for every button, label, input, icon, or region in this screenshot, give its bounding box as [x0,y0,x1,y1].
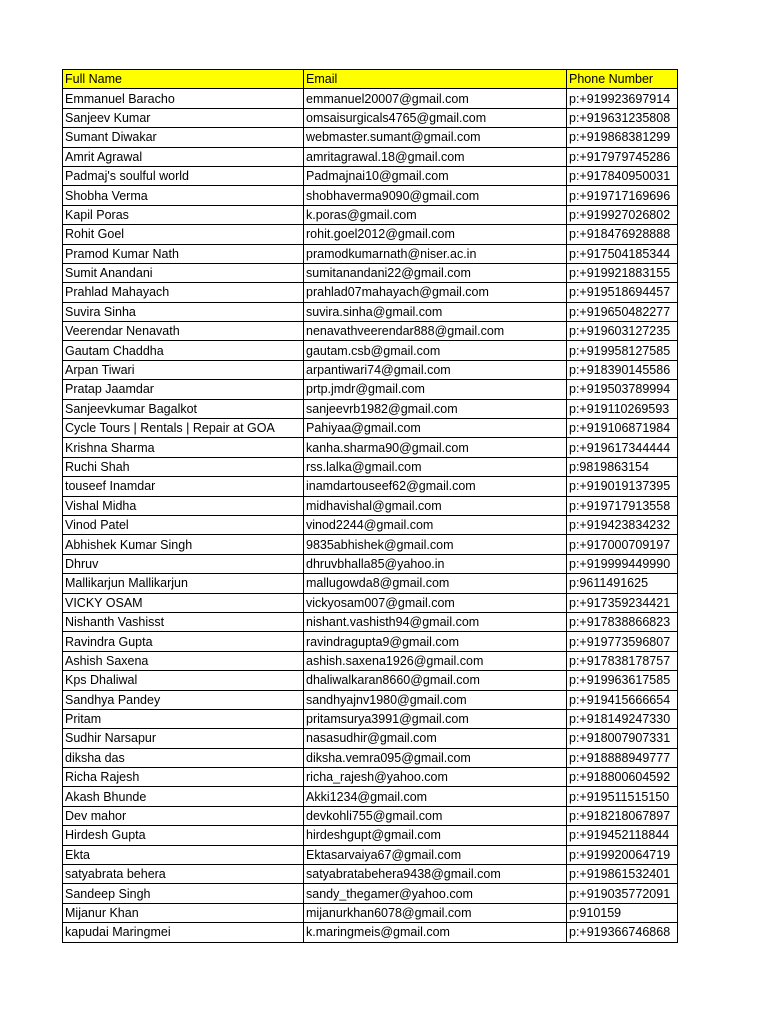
table-row [63,574,678,593]
table-row [63,89,678,108]
cell-email: sandy_thegamer@yahoo.com [304,884,567,903]
cell-phone-number: p:+919927026802 [567,205,678,224]
cell-full-name: Arpan Tiwari [63,360,304,379]
cell-full-name: Padmaj's soulful world [63,166,304,185]
cell-full-name: Kapil Poras [63,205,304,224]
table-row [63,535,678,554]
table-row [63,438,678,457]
table-row [63,283,678,302]
cell-email: suvira.sinha@gmail.com [304,302,567,321]
cell-email: 9835abhishek@gmail.com [304,535,567,554]
cell-phone-number: p:+919423834232 [567,515,678,534]
cell-phone-number: p:+919035772091 [567,884,678,903]
cell-full-name: Pratap Jaamdar [63,380,304,399]
cell-phone-number: p:+919717169696 [567,186,678,205]
cell-full-name: touseef Inamdar [63,477,304,496]
cell-phone-number: p:+918390145586 [567,360,678,379]
cell-full-name: Pramod Kumar Nath [63,244,304,263]
table-row [63,360,678,379]
cell-phone-number: p:+919019137395 [567,477,678,496]
cell-email: nenavathveerendar888@gmail.com [304,322,567,341]
cell-email: k.poras@gmail.com [304,205,567,224]
table-row [63,554,678,573]
cell-full-name: Dev mahor [63,806,304,825]
cell-phone-number: p:+917840950031 [567,166,678,185]
cell-phone-number: p:+919717913558 [567,496,678,515]
cell-phone-number: p:+917838866823 [567,612,678,631]
cell-phone-number: p:+919923697914 [567,89,678,108]
table-row [63,690,678,709]
cell-full-name: Ekta [63,845,304,864]
cell-full-name: Emmanuel Baracho [63,89,304,108]
cell-phone-number: p:+919861532401 [567,865,678,884]
cell-phone-number: p:+917838178757 [567,651,678,670]
cell-email: k.maringmeis@gmail.com [304,923,567,942]
table-row [63,244,678,263]
table-row [63,651,678,670]
cell-email: Akki1234@gmail.com [304,787,567,806]
table-row [63,341,678,360]
table-row [63,787,678,806]
cell-full-name: Hirdesh Gupta [63,826,304,845]
cell-phone-number: p:+919503789994 [567,380,678,399]
cell-full-name: Ashish Saxena [63,651,304,670]
cell-phone-number: p:+918476928888 [567,225,678,244]
cell-full-name: Suvira Sinha [63,302,304,321]
cell-full-name: Mijanur Khan [63,903,304,922]
cell-email: dhruvbhalla85@yahoo.in [304,554,567,573]
table-row [63,632,678,651]
cell-full-name: Gautam Chaddha [63,341,304,360]
cell-email: rohit.goel2012@gmail.com [304,225,567,244]
cell-full-name: Prahlad Mahayach [63,283,304,302]
cell-phone-number: p:+918218067897 [567,806,678,825]
table-row [63,322,678,341]
cell-email: diksha.vemra095@gmail.com [304,748,567,767]
cell-full-name: Vishal Midha [63,496,304,515]
cell-email: prtp.jmdr@gmail.com [304,380,567,399]
table-row [63,399,678,418]
table-row [63,302,678,321]
cell-full-name: Amrit Agrawal [63,147,304,166]
table-row [63,496,678,515]
cell-full-name: Sumit Anandani [63,263,304,282]
table-row [63,729,678,748]
table-row [63,768,678,787]
cell-phone-number: p:+917979745286 [567,147,678,166]
cell-phone-number: p:+919518694457 [567,283,678,302]
cell-phone-number: p:+919773596807 [567,632,678,651]
table-row [63,457,678,476]
cell-email: mijanurkhan6078@gmail.com [304,903,567,922]
cell-email: Pahiyaa@gmail.com [304,419,567,438]
cell-phone-number: p:+919603127235 [567,322,678,341]
cell-email: mallugowda8@gmail.com [304,574,567,593]
cell-full-name: Krishna Sharma [63,438,304,457]
cell-email: vinod2244@gmail.com [304,515,567,534]
cell-full-name: Mallikarjun Mallikarjun [63,574,304,593]
cell-email: Ektasarvaiya67@gmail.com [304,845,567,864]
cell-email: gautam.csb@gmail.com [304,341,567,360]
cell-full-name: Abhishek Kumar Singh [63,535,304,554]
cell-email: pritamsurya3991@gmail.com [304,709,567,728]
cell-full-name: Akash Bhunde [63,787,304,806]
cell-phone-number: p:+917504185344 [567,244,678,263]
cell-full-name: Sandeep Singh [63,884,304,903]
table-row [63,865,678,884]
table-body [63,89,678,942]
cell-phone-number: p:+917359234421 [567,593,678,612]
header-phone-number: Phone Number [567,70,678,89]
cell-full-name: Kps Dhaliwal [63,671,304,690]
table-row [63,166,678,185]
cell-email: prahlad07mahayach@gmail.com [304,283,567,302]
cell-phone-number: p:+919452118844 [567,826,678,845]
cell-email: vickyosam007@gmail.com [304,593,567,612]
cell-email: dhaliwalkaran8660@gmail.com [304,671,567,690]
cell-phone-number: p:+919999449990 [567,554,678,573]
cell-full-name: Cycle Tours | Rentals | Repair at GOA [63,419,304,438]
cell-full-name: Rohit Goel [63,225,304,244]
table-row [63,923,678,942]
cell-email: hirdeshgupt@gmail.com [304,826,567,845]
cell-full-name: Sanjeevkumar Bagalkot [63,399,304,418]
cell-phone-number: p:+919511515150 [567,787,678,806]
table-row [63,671,678,690]
cell-full-name: Nishanth Vashisst [63,612,304,631]
table-header [63,70,678,89]
table-row [63,419,678,438]
cell-email: rss.lalka@gmail.com [304,457,567,476]
table-row [63,884,678,903]
cell-full-name: Dhruv [63,554,304,573]
cell-phone-number: p:+919366746868 [567,923,678,942]
cell-full-name: Richa Rajesh [63,768,304,787]
cell-phone-number: p:+918149247330 [567,709,678,728]
header-full-name: Full Name [63,70,304,89]
cell-phone-number: p:+918888949777 [567,748,678,767]
cell-phone-number: p:910159 [567,903,678,922]
header-email: Email [304,70,567,89]
table-row [63,612,678,631]
cell-email: amritagrawal.18@gmail.com [304,147,567,166]
table-row [63,147,678,166]
cell-email: richa_rajesh@yahoo.com [304,768,567,787]
contacts-table [62,69,678,943]
cell-full-name: Ravindra Gupta [63,632,304,651]
cell-full-name: Sanjeev Kumar [63,108,304,127]
cell-full-name: Ruchi Shah [63,457,304,476]
table-row [63,845,678,864]
cell-email: sandhyajnv1980@gmail.com [304,690,567,709]
cell-phone-number: p:+919650482277 [567,302,678,321]
cell-email: devkohli755@gmail.com [304,806,567,825]
cell-full-name: Veerendar Nenavath [63,322,304,341]
table-row [63,380,678,399]
cell-email: nasasudhir@gmail.com [304,729,567,748]
table-row [63,108,678,127]
cell-full-name: Shobha Verma [63,186,304,205]
cell-full-name: Sumant Diwakar [63,128,304,147]
cell-full-name: Sudhir Narsapur [63,729,304,748]
cell-phone-number: p:+919963617585 [567,671,678,690]
cell-email: midhavishal@gmail.com [304,496,567,515]
cell-phone-number: p:+918800604592 [567,768,678,787]
cell-email: shobhaverma9090@gmail.com [304,186,567,205]
table-row [63,477,678,496]
cell-email: kanha.sharma90@gmail.com [304,438,567,457]
table-row [63,748,678,767]
cell-email: omsaisurgicals4765@gmail.com [304,108,567,127]
cell-phone-number: p:+919106871984 [567,419,678,438]
cell-full-name: Sandhya Pandey [63,690,304,709]
table-row [63,709,678,728]
table-row [63,128,678,147]
cell-phone-number: p:+919617344444 [567,438,678,457]
cell-full-name: kapudai Maringmei [63,923,304,942]
cell-phone-number: p:+919110269593 [567,399,678,418]
cell-email: webmaster.sumant@gmail.com [304,128,567,147]
cell-full-name: VICKY OSAM [63,593,304,612]
cell-email: emmanuel20007@gmail.com [304,89,567,108]
cell-email: sanjeevrb1982@gmail.com [304,399,567,418]
cell-email: ravindragupta9@gmail.com [304,632,567,651]
table-row [63,225,678,244]
table-row [63,806,678,825]
table-row [63,903,678,922]
cell-email: nishant.vashisth94@gmail.com [304,612,567,631]
cell-email: arpantiwari74@gmail.com [304,360,567,379]
cell-phone-number: p:+919958127585 [567,341,678,360]
cell-phone-number: p:+919921883155 [567,263,678,282]
cell-email: pramodkumarnath@niser.ac.in [304,244,567,263]
table-row [63,593,678,612]
cell-phone-number: p:+919415666654 [567,690,678,709]
cell-phone-number: p:+918007907331 [567,729,678,748]
table-row [63,205,678,224]
table-row [63,515,678,534]
cell-phone-number: p:+919920064719 [567,845,678,864]
cell-email: satyabratabehera9438@gmail.com [304,865,567,884]
table-row [63,826,678,845]
cell-email: inamdartouseef62@gmail.com [304,477,567,496]
cell-email: ashish.saxena1926@gmail.com [304,651,567,670]
cell-full-name: diksha das [63,748,304,767]
cell-phone-number: p:+917000709197 [567,535,678,554]
table-row [63,186,678,205]
cell-full-name: Pritam [63,709,304,728]
cell-full-name: satyabrata behera [63,865,304,884]
cell-full-name: Vinod Patel [63,515,304,534]
header-row [63,70,678,89]
cell-email: Padmajnai10@gmail.com [304,166,567,185]
cell-phone-number: p:+919868381299 [567,128,678,147]
cell-phone-number: p:+919631235808 [567,108,678,127]
cell-phone-number: p:9819863154 [567,457,678,476]
cell-email: sumitanandani22@gmail.com [304,263,567,282]
table-row [63,263,678,282]
cell-phone-number: p:9611491625 [567,574,678,593]
